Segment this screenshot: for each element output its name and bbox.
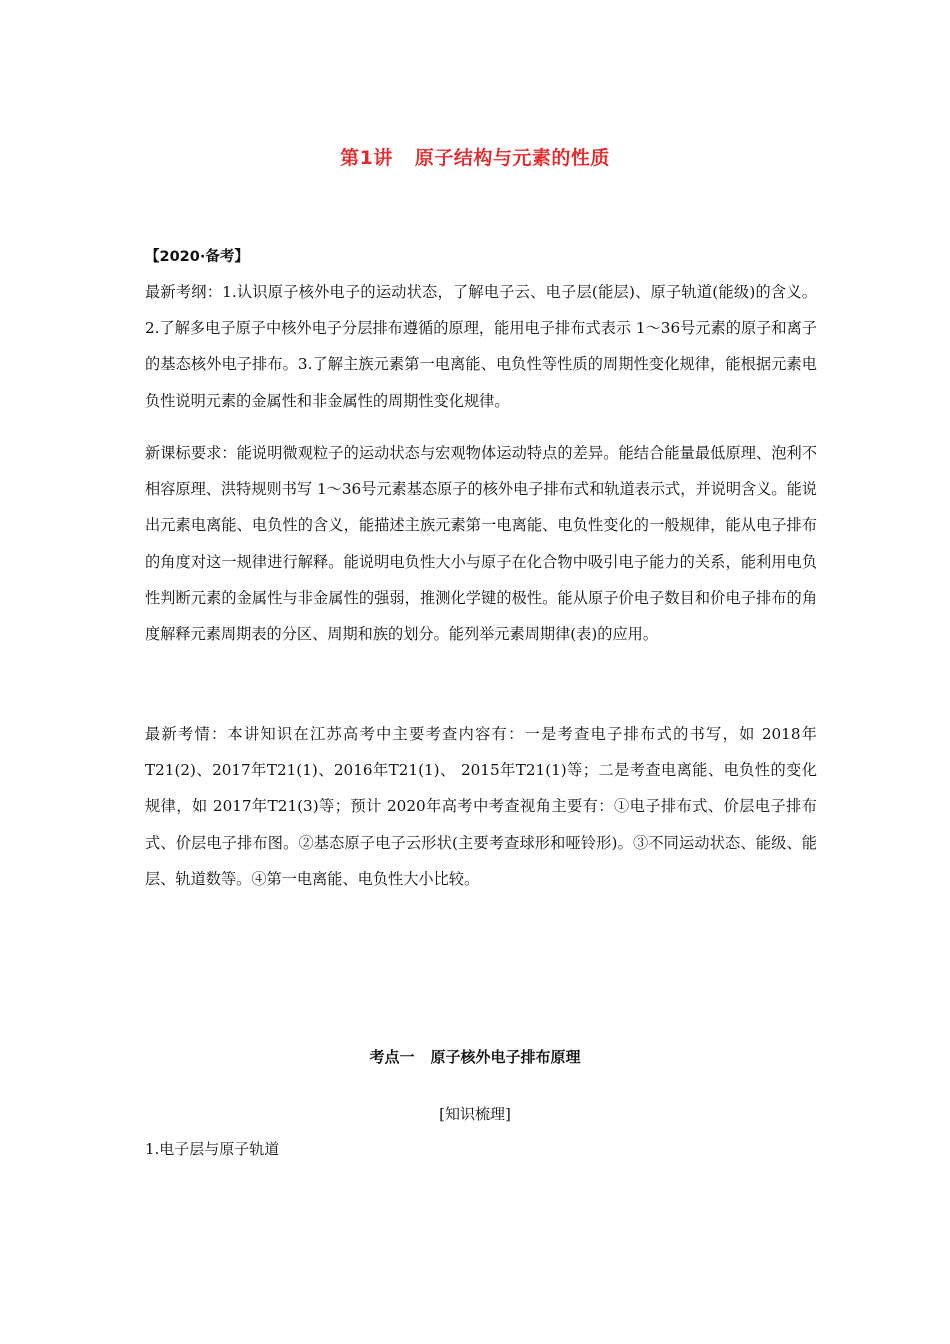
syllabus-paragraph: 最新考纲：1.认识原子核外电子的运动状态，了解电子云、电子层(能层)、原子轨道(能级)的含义。2.了解多电子原子中核外电子分层排布遵循的原理，能用电子排布式表示 1～36号元素的原子和离子的基态核外电子排布。3.了解主族元素第一电离能、电负性等性质的周期性变化规律，能根据元素电负性说明元素的金属性和非金属性的周期性变化规律。 [145,283,817,410]
knowledge-subheading: [知识梳理] [439,1105,511,1123]
lesson-number: 第1讲 [340,147,393,169]
exam-trends-paragraph: 最新考情：本讲知识在江苏高考中主要考查内容有：一是考查电子排布式的书写，如 2018年T21(2)、2017年T21(1)、2016年T21(1)、 2015年T21(1)等；二是考查电离能、电负性的变化规律，如 2017年T21(3)等；预计 2020年高考中考查视角主要有：①电子排布式、价层电子排布式、价层电子排布图。②基态原子电子云形状(主要考查球形和哑铃形)。③不同运动状态、能级、能层、轨道数等。④第一电离能、电负性大小比较。 [145,725,817,888]
lesson-title [0,143,950,170]
prep-tag: 【2020·备考】 [145,249,249,265]
section-title: 原子核外电子排布原理 [430,1048,581,1066]
standards-paragraph: 新课标要求：能说明微观粒子的运动状态与宏观物体运动特点的差异。能结合能量最低原理、泡利不相容原理、洪特规则书写 1～36号元素基态原子的核外电子排布式和轨道表示式，并说明含义。能说出元素电离能、电负性的含义，能描述主族元素第一电离能、电负性变化的一般规律，能从电子排布的角度对这一规律进行解释。能说明电负性大小与原子在化合物中吸引电子能力的关系，能利用电负性判断元素的金属性与非金属性的强弱，推测化学键的极性。能从原子价电子数目和价电子排布的角度解释元素周期表的分区、周期和族的划分。能列举元素周期律(表)的应用。 [145,444,817,644]
section-label: 考点一 [369,1048,415,1066]
section-heading [0,1046,950,1067]
lesson-topic: 原子结构与元素的性质 [414,147,610,169]
item-heading: 1.电子层与原子轨道 [145,1140,280,1158]
